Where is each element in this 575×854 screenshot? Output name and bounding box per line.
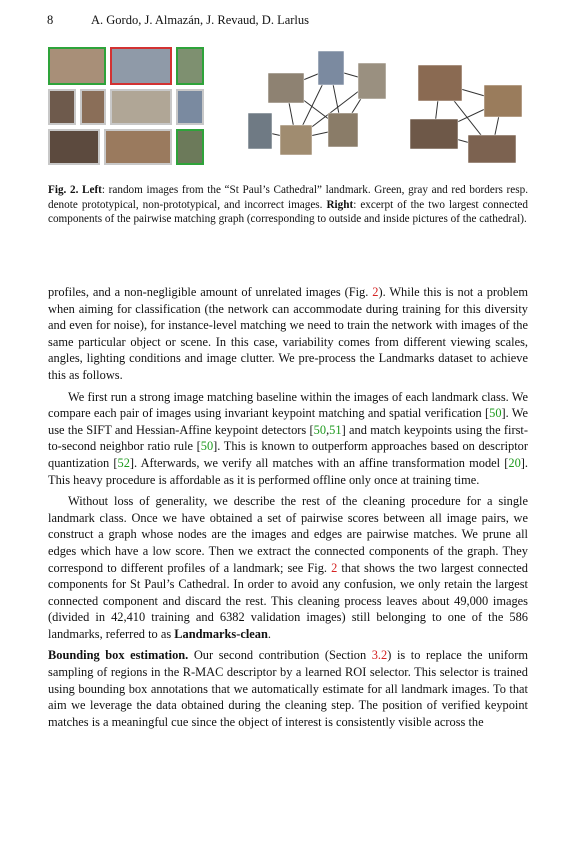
citation-link[interactable]: 50 — [200, 439, 214, 454]
interior-match-graph — [406, 47, 528, 167]
grid-image — [110, 89, 172, 125]
figure-2 — [48, 47, 528, 167]
grid-image — [110, 47, 172, 85]
graph-node-image — [280, 125, 312, 155]
paragraph-cleaning-procedure: Without loss of generality, we describe the rest of the cleaning procedure for a single landmark class. Once we have obtained a set of pairwise scores between all image pairs, we construct a graph whose nodes are the images and edges are pairwise matches. We prune all edges which have a low score. Then we extract the connected components of the graph. They correspond to different profiles of a landmark; see Fig. 2 that shows the two largest connected components for St Paul’s Cathedral. In order to avoid any confusion, we only retain the largest connected component and discard the rest. This cleaning process leaves about 49,000 images (divided in 42,410 training and 6382 validation images) still belonging to one of the 586 landmarks, referred to as Landmarks-clean. — [48, 494, 528, 641]
dataset-name: Landmarks-clean — [174, 626, 268, 641]
graph-node-image — [358, 63, 386, 99]
grid-image — [104, 129, 172, 165]
citation-link[interactable]: 20 — [508, 455, 521, 470]
graph-node-image — [268, 73, 304, 103]
caption-right-label: Right — [326, 198, 354, 211]
paragraph-matching-baseline: We first run a strong image matching baseline within the images of each landmark class. We compare each pair of images using invariant keypoint matching and spatial verification [50]. We use the SIFT and Hessian-Affine keypoint detectors [50,51] and match keypoints using the first-to-second neighbor ratio rule [50]. This is known to outperform approaches based on descriptor quantization [52]. Afterwards, we verify all matches with an affine transformation model [20]. This heavy procedure is affordable as it is performed offline only once at training time. — [48, 389, 528, 487]
caption-text-left: : random images from the “St Paul’s Cathedral” landmark. Green, gray and red borders resp. denote prototypical, non-prototypical, and incorrect images. — [48, 184, 528, 211]
figure-ref-link[interactable]: 2 — [372, 285, 379, 299]
random-images-grid — [48, 47, 204, 165]
grid-image — [48, 89, 76, 125]
graph-node-image — [328, 113, 358, 147]
grid-image — [48, 129, 100, 165]
grid-image — [48, 47, 106, 85]
graph-node-image — [410, 119, 458, 149]
page-header — [47, 13, 527, 28]
caption-left-label: Left — [82, 184, 102, 196]
graph-node-image — [318, 51, 344, 85]
citation-link[interactable]: 51 — [329, 422, 342, 437]
section-heading: Bounding box estimation. — [48, 648, 189, 663]
running-authors: A. Gordo, J. Almazán, J. Revaud, D. Larlus — [91, 13, 310, 27]
graph-node-image — [248, 113, 272, 149]
figure-caption — [48, 183, 528, 227]
grid-image — [176, 129, 204, 165]
citation-link[interactable]: 52 — [117, 455, 130, 470]
exterior-match-graph — [244, 47, 390, 167]
graph-node-image — [484, 85, 522, 117]
citation-link[interactable]: 50 — [489, 406, 502, 421]
citation-link[interactable]: 50 — [313, 422, 327, 437]
graph-node-image — [418, 65, 462, 101]
grid-image — [176, 89, 204, 125]
grid-image — [80, 89, 106, 125]
figure-ref-link[interactable]: 2 — [331, 560, 338, 575]
body-text — [48, 284, 528, 735]
graph-node-image — [468, 135, 516, 163]
figure-label: Fig. 2. — [48, 184, 79, 196]
section-ref-link[interactable]: 3.2 — [371, 648, 388, 663]
caption-text-right: : excerpt of the two largest connected components of the pairwise matching graph (corresponding to outside and inside pictures of the cathedral). — [48, 198, 528, 225]
page-number: 8 — [47, 13, 54, 27]
paragraph-profiles: profiles, and a non-negligible amount of unrelated images (Fig. 2). While this is not a problem when aiming for classification (the network can accommodate during training for this diversity and even for noise), for instance-level matching we need to train the network with images of the same particular object or scene. In this case, variability comes from different viewing scales, angles, lighting conditions and image clutter. We pre-process the Landmarks dataset to achieve this as follows. — [48, 285, 528, 382]
paragraph-bounding-box: Bounding box estimation. Our second contribution (Section 3.2) is to replace the uniform sampling of regions in the R-MAC descriptor by a learned ROI selector. This selector is trained using bounding box annotations that we automatically estimate for all landmark images. To that aim we leverage the data obtained during the cleaning step. The position of verified keypoint matches is a meaningful cue since the object of interest is consistently visible across the — [48, 648, 528, 729]
grid-image — [176, 47, 204, 85]
